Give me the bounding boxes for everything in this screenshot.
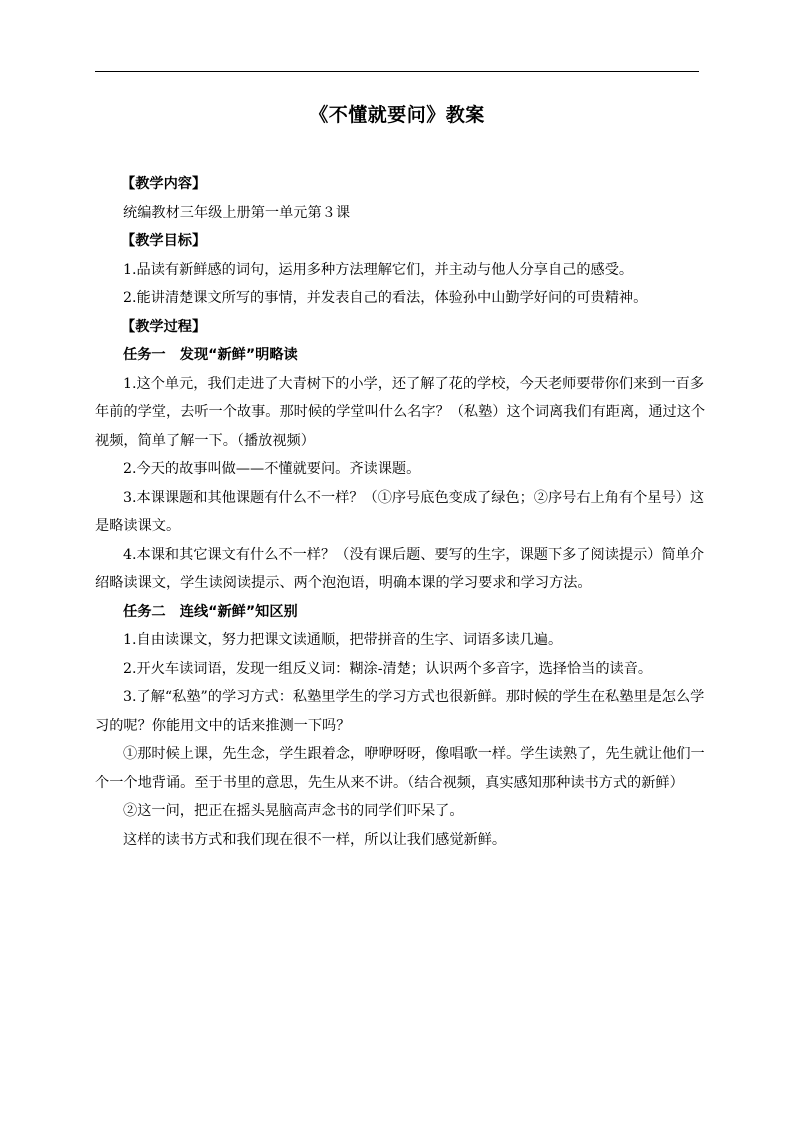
section-heading-objectives: 【教学目标】 <box>121 233 207 249</box>
paragraph: 1.自由读课文，努力把课文读通顺，把带拼音的生字、词语多读几遍。 <box>123 632 563 648</box>
paragraph: 3.本课课题和其他课题有什么不一样？（①序号底色变成了绿色；②序号右上角有个星号）这是略读课文。 <box>95 489 705 534</box>
section-heading-process: 【教学过程】 <box>121 318 207 335</box>
course-info: 统编教材三年级上册第一单元第３课 <box>123 204 351 221</box>
document-body <box>95 170 707 854</box>
objective-2: 2.能讲清楚课文所写的事情，并发表自己的看法，体验孙中山勤学好问的可贵精神。 <box>123 290 648 306</box>
task-heading-2: 任务二 连线“新鲜”知区别 <box>123 603 298 620</box>
paragraph: 1.这个单元，我们走进了大青树下的小学，还了解了花的学校，今天老师要带你们来到一百多年前的学堂，去听一个故事。那时候的学堂叫什么名字？（私塾）这个词离我们有距离，通过这个视频，简单了解一下。（播放视频） <box>95 375 706 449</box>
task-heading-1: 任务一 发现“新鲜”明略读 <box>123 347 298 363</box>
paragraph: ②这一问，把正在摇头晃脑高声念书的同学们吓呆了。 <box>123 803 464 819</box>
page-title: 《不懂就要问》教案 <box>309 104 485 126</box>
header-rule <box>95 71 699 72</box>
objective-1: 1.品读有新鲜感的词句，运用多种方法理解它们，并主动与他人分享自己的感受。 <box>123 261 634 278</box>
paragraph: 4.本课和其它课文有什么不一样？（没有课后题、要写的生字，课题下多了阅读提示）简单介绍略读课文，学生读阅读提示、两个泡泡语，明确本课的学习要求和学习方法。 <box>95 546 705 591</box>
closing-line: 这样的读书方式和我们现在很不一样，所以让我们感觉新鲜。 <box>123 831 507 848</box>
paragraph: 3.了解“私塾”的学习方式：私塾里学生的学习方式也很新鲜。那时候的学生在私塾里是怎么学习的呢？你能用文中的话来推测一下吗？ <box>95 689 705 734</box>
paragraph: ①那时候上课，先生念，学生跟着念，咿咿呀呀，像唱歌一样。学生读熟了，先生就让他们一个一个地背诵。至于书里的意思，先生从来不讲。（结合视频，真实感知那种读书方式的新鲜） <box>95 746 705 791</box>
section-heading-content: 【教学内容】 <box>121 176 207 192</box>
paragraph: 2.今天的故事叫做——不懂就要问。齐读课题。 <box>123 461 421 477</box>
paragraph: 2.开火车读词语，发现一组反义词：糊涂-清楚；认识两个多音字，选择恰当的读音。 <box>123 660 653 677</box>
